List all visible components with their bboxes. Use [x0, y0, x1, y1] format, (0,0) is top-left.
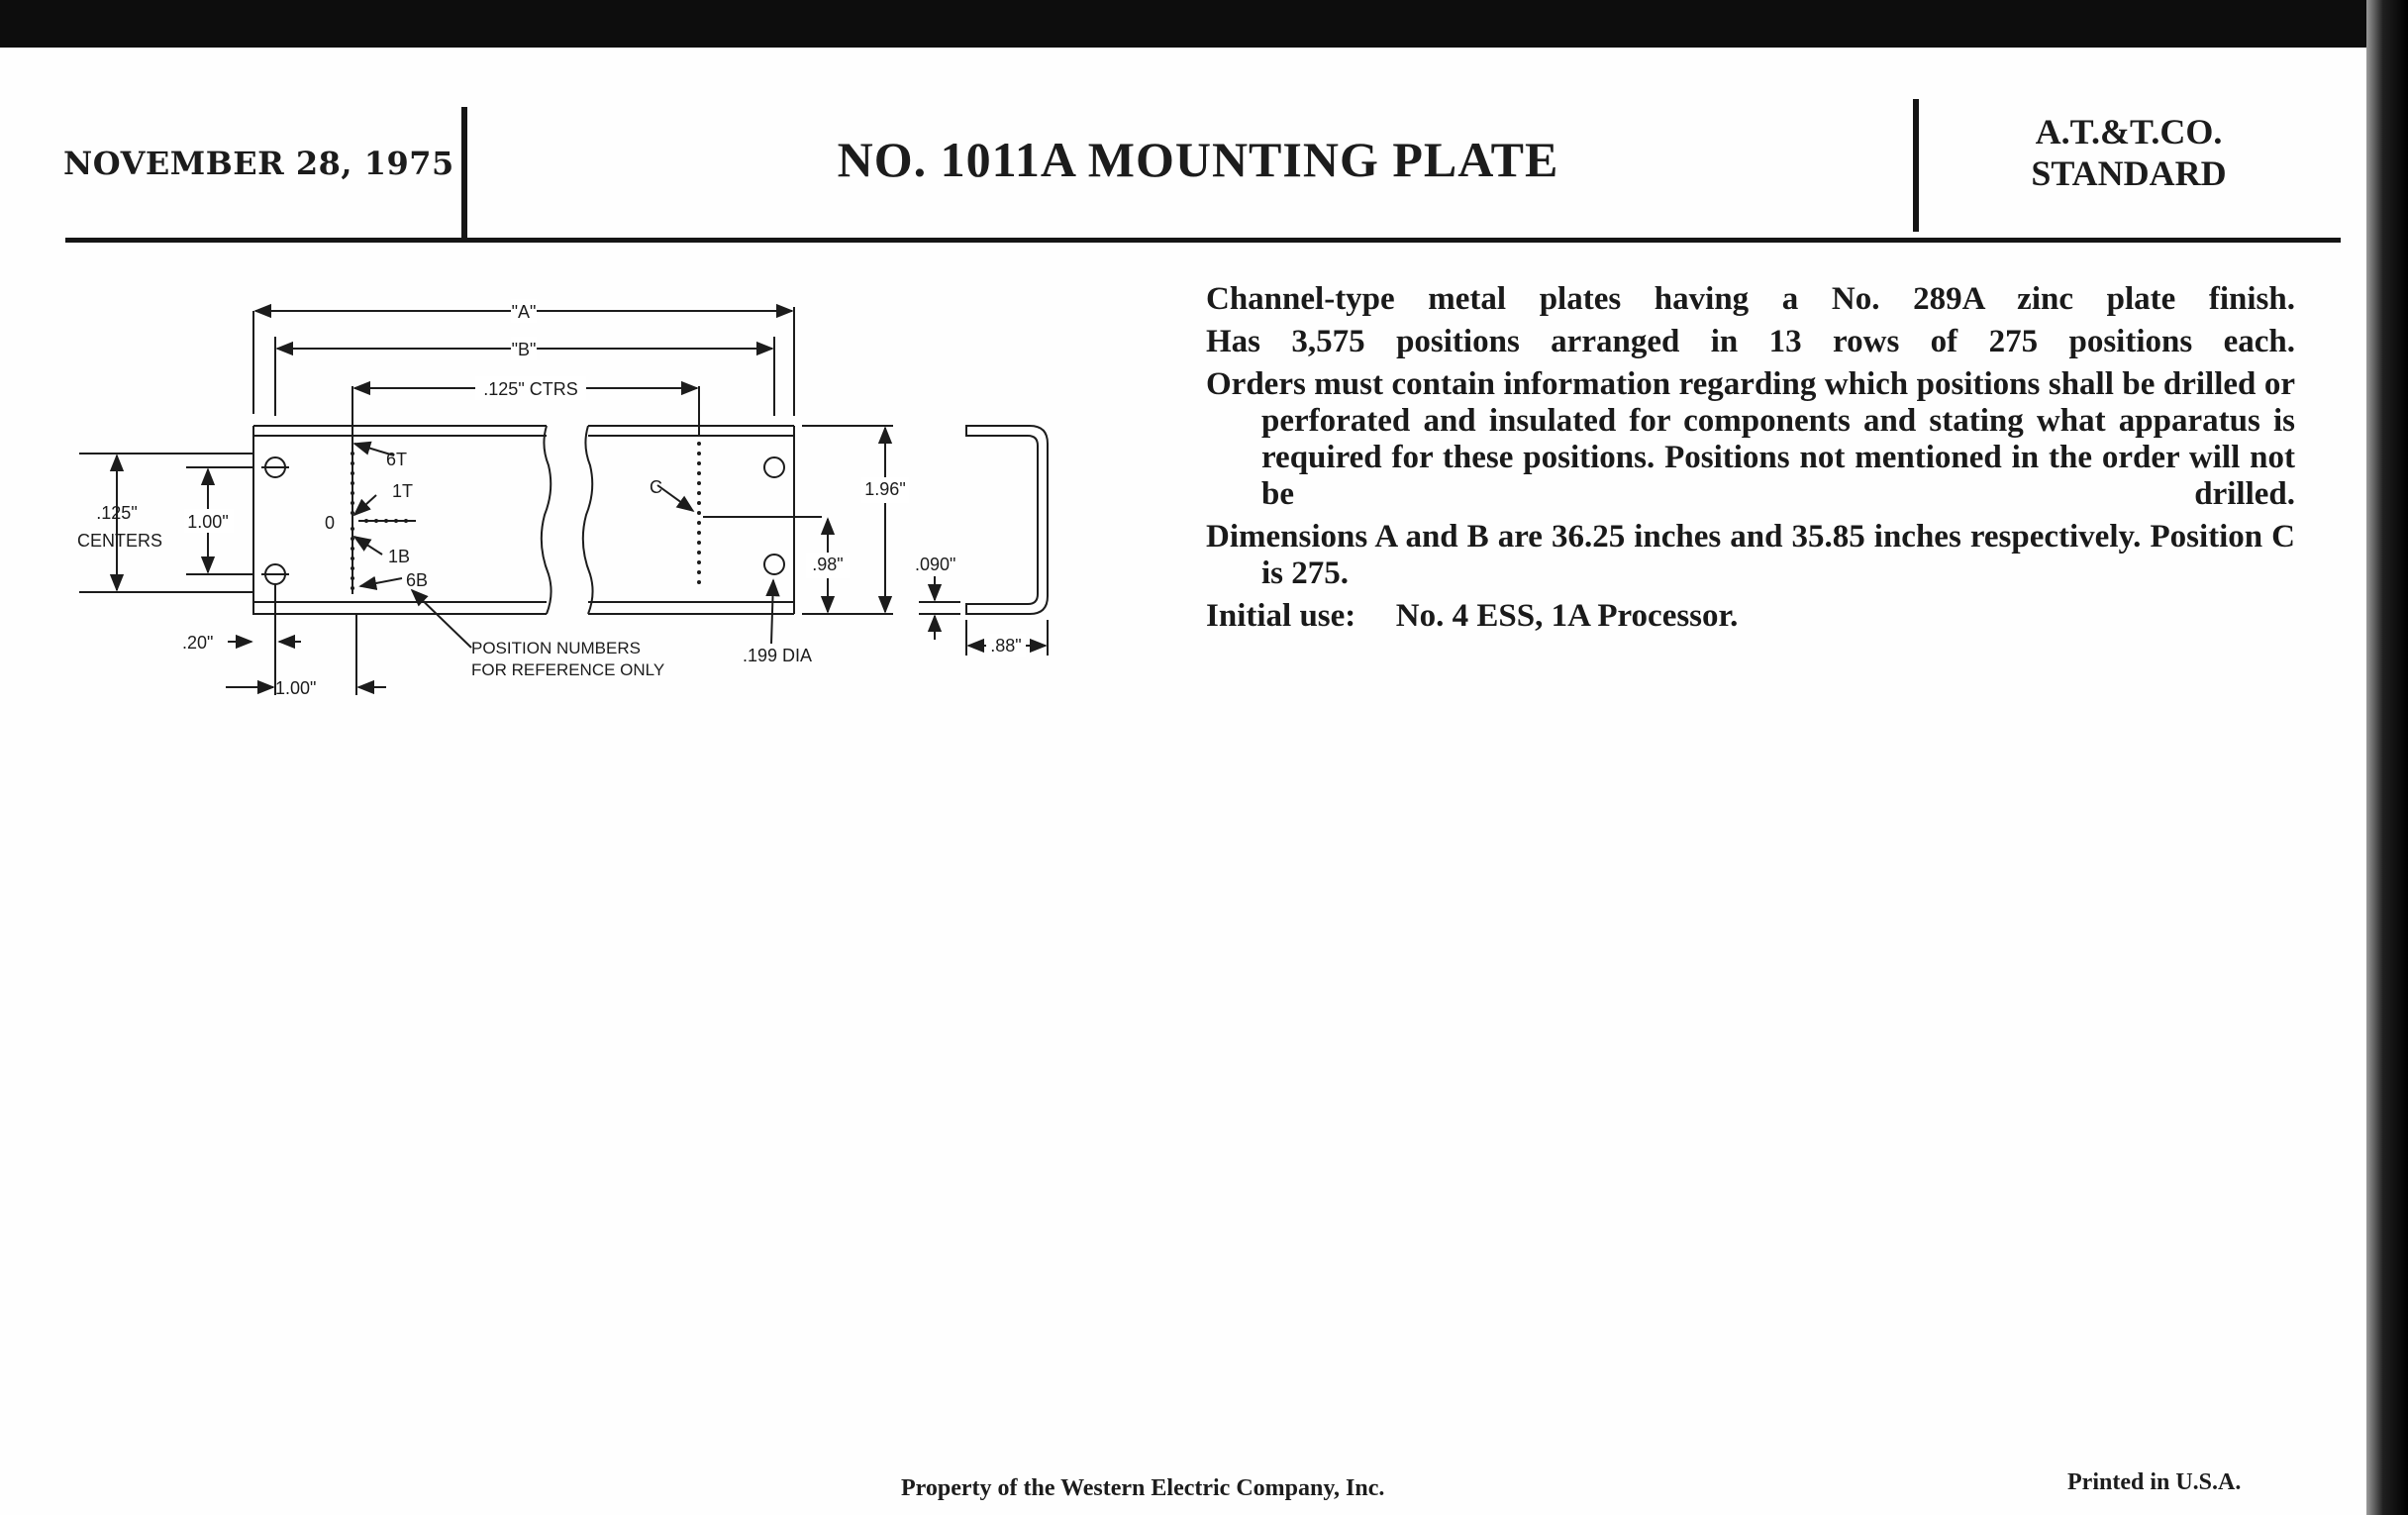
standard-label [1931, 111, 2327, 194]
desc-initial-use [1206, 598, 2295, 635]
footer-printed: Printed in U.S.A. [2067, 1469, 2242, 1495]
dim-100-label: 1.00" [187, 512, 229, 532]
page-title: NO. 1011A MOUNTING PLATE [837, 132, 1559, 187]
pos-6b-label: 6B [406, 570, 429, 590]
mount-hole-top-right [764, 457, 784, 477]
header-rule [65, 238, 2341, 243]
desc-dimensions: Dimensions A and B are 36.25 inches and 35.85 inches respectively. Position C is 275. [1206, 519, 2295, 591]
standard-line-2: STANDARD [2031, 153, 2227, 193]
centers-label: CENTERS [77, 531, 163, 551]
initial-use-label: Initial use: [1206, 598, 1356, 634]
header-divider-left [461, 107, 467, 240]
standard-card [0, 48, 2366, 1515]
desc-finish: Channel-type metal plates having a No. 289A zinc plate finish. [1206, 281, 2295, 317]
dim-b-label: "B" [511, 340, 537, 359]
desc-positions: Has 3,575 positions arranged in 13 rows of 275 positions each. [1206, 324, 2295, 359]
issue-date: NOVEMBER 28, 1975 [63, 145, 454, 182]
break-right [583, 426, 593, 614]
hole-dia-label: .199 DIA [743, 646, 813, 665]
standard-line-1: A.T.&T.CO. [2035, 112, 2223, 152]
position-note-line-1: POSITION NUMBERS [471, 639, 641, 657]
channel-end-view [966, 426, 1048, 614]
dim-20-label: .20" [182, 633, 214, 653]
pos-c-label: C [650, 477, 662, 497]
dim-090-label: .090" [915, 555, 956, 574]
dim-196-label: 1.96" [864, 479, 906, 499]
dim-98-label: .98" [812, 555, 844, 574]
pos-6t-label: 6T [386, 450, 408, 469]
plate-right-segment [588, 426, 794, 614]
desc-orders: Orders must contain information regarding which positions shall be drilled or perforated and insulated for components and stating what apparatus is required for these positions. Positions not mentioned in the order will not be drilled. [1206, 366, 2295, 512]
mount-hole-bottom-right [764, 555, 784, 574]
pos-0-label: 0 [325, 513, 336, 533]
centers-value: .125" [96, 503, 138, 523]
description [1206, 281, 2295, 641]
footer-property: Property of the Western Electric Company, Inc. [901, 1475, 1385, 1501]
position-note-line-2: FOR REFERENCE ONLY [471, 660, 665, 679]
break-left [542, 426, 552, 614]
ctrs-label: .125" CTRS [483, 379, 578, 399]
dim-1-00-label: 1.00" [275, 678, 317, 698]
pos-1t-label: 1T [392, 481, 414, 501]
dim-88-label: .88" [990, 636, 1022, 656]
scan-right-edge [2366, 0, 2408, 1515]
mounting-plate-drawing [59, 287, 1069, 703]
pos-1b-label: 1B [388, 547, 411, 566]
position-column-c [697, 442, 701, 584]
initial-use-value: No. 4 ESS, 1A Processor. [1395, 598, 1739, 634]
header-divider-right [1913, 99, 1919, 232]
dim-a-label: "A" [511, 302, 537, 322]
scan-top-edge [0, 0, 2408, 48]
